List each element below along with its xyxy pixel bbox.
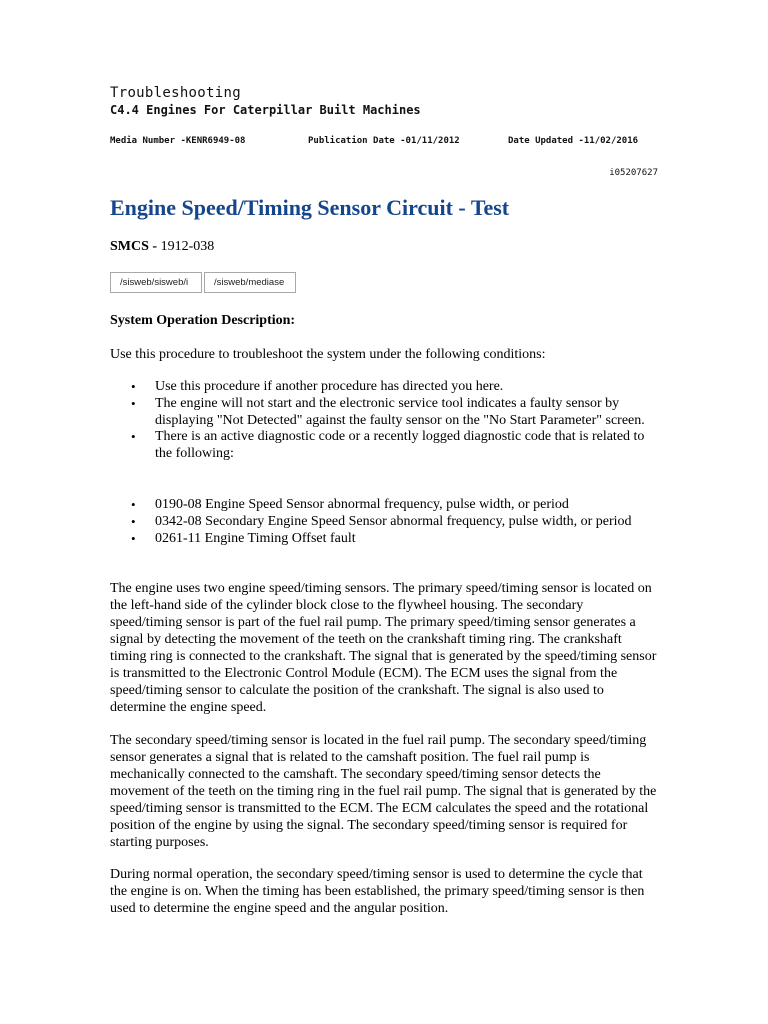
publication-date: Publication Date -01/11/2012 [308, 136, 460, 146]
document-id: i05207627 [609, 168, 658, 178]
image-link-2[interactable]: /sisweb/mediase [204, 272, 296, 293]
list-item: • Use this procedure if another procedure has directed you here. [110, 379, 658, 396]
header-subtitle: C4.4 Engines For Caterpillar Built Machines [110, 103, 421, 117]
list-item: • The engine will not start and the electronic service tool indicates a faulty sensor by displaying "Not Detected" against the faulty sensor on the "No Start Parameter" screen. [110, 396, 658, 430]
image-link-1[interactable]: /sisweb/sisweb/i [110, 272, 202, 293]
conditions-list [110, 379, 658, 463]
list-item: • There is an active diagnostic code or a recently logged diagnostic code that is related to the following: [110, 429, 658, 463]
paragraph: The secondary speed/timing sensor is located in the fuel rail pump. The secondary speed/timing sensor generates a signal that is related to the camshaft position. The fuel rail pump is mechanically connected to the camshaft. The secondary speed/timing sensor detects the movement of the teeth on the timing ring in the fuel rail pump. The signal that is generated by the speed/timing sensor is transmitted to the ECM. The ECM calculates the speed and the rotational position of the engine by using the signal. The secondary speed/timing sensor is required for starting purposes. [110, 733, 657, 850]
smcs-label: SMCS - [110, 239, 158, 254]
list-item: • 0342-08 Secondary Engine Speed Sensor abnormal frequency, pulse width, or period [110, 514, 658, 531]
page-title: Engine Speed/Timing Sensor Circuit - Test [110, 195, 510, 220]
intro-text: Use this procedure to troubleshoot the system under the following conditions: [110, 347, 546, 362]
media-number: Media Number -KENR6949-08 [110, 136, 246, 146]
paragraph: The engine uses two engine speed/timing sensors. The primary speed/timing sensor is located on the left-hand side of the cylinder block close to the flywheel housing. The secondary speed/timing sensor is part of the fuel rail pump. The primary speed/timing sensor generates a signal by detecting the movement of the teeth on the crankshaft timing ring. The crankshaft timing ring is connected to the crankshaft. The signal that is generated by the speed/timing sensor is transmitted to the Electronic Control Module (ECM). The ECM uses the signal from the speed/timing sensor to calculate the position of the crankshaft. The signal is also used to determine the engine speed. [110, 581, 657, 715]
section-title: System Operation Description: [110, 313, 296, 328]
smcs-code [110, 239, 214, 255]
list-item: • 0261-11 Engine Timing Offset fault [110, 531, 658, 548]
smcs-value: 1912-038 [160, 239, 215, 254]
header-title: Troubleshooting [110, 85, 241, 101]
list-item: • 0190-08 Engine Speed Sensor abnormal frequency, pulse width, or period [110, 497, 658, 514]
paragraph: During normal operation, the secondary speed/timing sensor is used to determine the cycle that the engine is on. When the timing has been established, the primary speed/timing sensor is then used to determine the engine speed and the angular position. [110, 867, 645, 916]
codes-list [110, 497, 658, 547]
date-updated: Date Updated -11/02/2016 [508, 136, 639, 146]
